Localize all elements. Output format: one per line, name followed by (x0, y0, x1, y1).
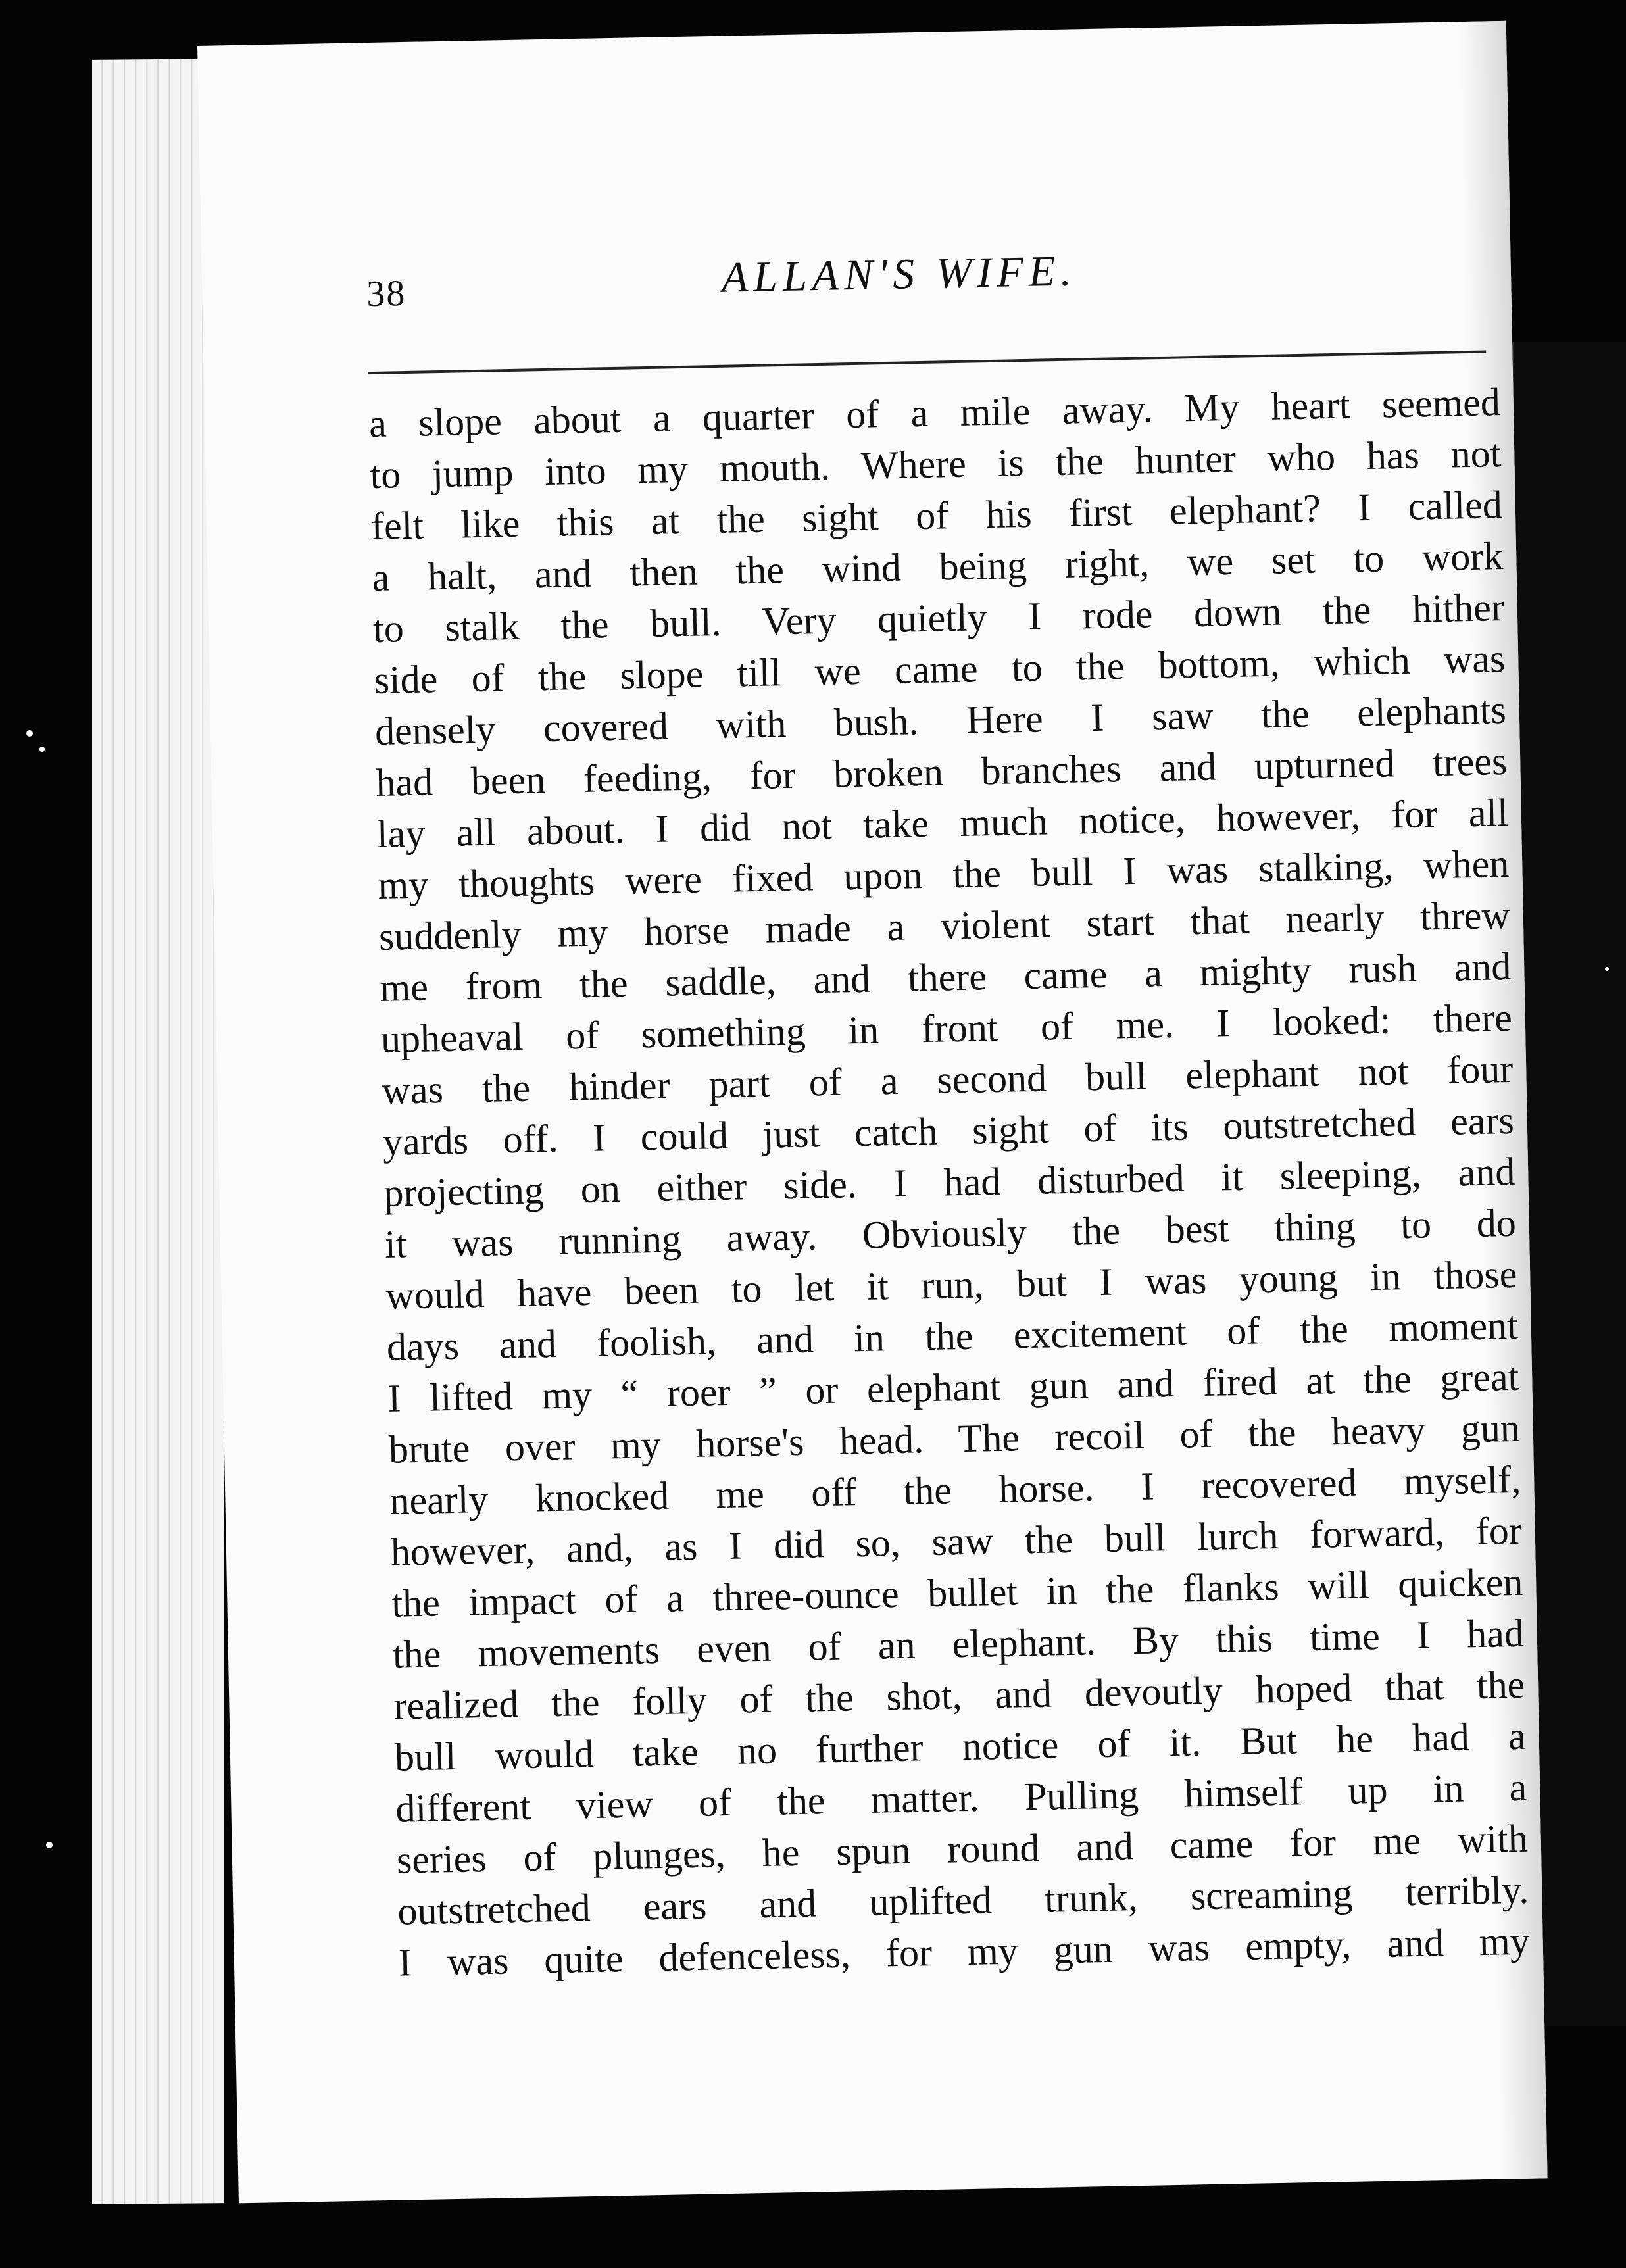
text-line: yards off. I could just catch sight of its outstretched ears (382, 1098, 1515, 1164)
text-line: it was running away. Obviously the best thing to do (384, 1200, 1517, 1266)
body-text (368, 376, 1530, 1988)
text-line: realized the folly of the shot, and devoutly hoped that the (393, 1662, 1525, 1728)
page-number: 38 (366, 272, 406, 315)
text-line: days and foolish, and in the excitement of the moment (386, 1303, 1519, 1369)
dust-speck (26, 730, 33, 737)
text-line: I lifted my “ roer ” or elephant gun and fired at the great (387, 1354, 1519, 1420)
text-line: the movements even of an elephant. By this time I had (392, 1611, 1525, 1677)
text-line: however, and, as I did so, saw the bull lurch forward, for (390, 1508, 1523, 1574)
text-line: lay all about. I did not take much notice, however, for all (376, 790, 1509, 856)
text-line: had been feeding, for broken branches and upturned trees (375, 739, 1508, 804)
page-header (366, 239, 1472, 332)
text-line: felt like this at the sight of his first elephant? I called (370, 483, 1503, 549)
dust-speck (1605, 967, 1609, 971)
text-line: outstretched ears and uplifted trunk, screaming terribly. (397, 1867, 1529, 1933)
dust-speck (46, 1842, 53, 1848)
text-line: a halt, and then the wind being right, we set to work (371, 534, 1504, 600)
text-line: a slope about a quarter of a mile away. My heart seemed (368, 380, 1501, 446)
text-line: bull would take no further notice of it. But he had a (394, 1713, 1527, 1779)
text-line: suddenly my horse made a violent start that nearly threw (378, 893, 1511, 958)
text-line: me from the saddle, and there came a mighty rush and (379, 944, 1512, 1010)
text-line: nearly knocked me off the horse. I recovered myself, (389, 1457, 1521, 1523)
dust-speck (39, 747, 45, 752)
text-line: upheaval of something in front of me. I looked: there (380, 995, 1513, 1061)
text-line: different view of the matter. Pulling himself up in a (395, 1765, 1527, 1831)
book-page (197, 21, 1548, 2204)
text-line: would have been to let it run, but I was young in those (385, 1252, 1517, 1318)
text-line: densely covered with bush. Here I saw the elephants (374, 687, 1507, 754)
text-line: projecting on either side. I had disturbed it sleeping, and (383, 1149, 1515, 1215)
text-line: to jump into my mouth. Where is the hunter who has not (369, 431, 1502, 497)
text-line: brute over my horse's head. The recoil of the heavy gun (388, 1406, 1521, 1471)
text-line: was the hinder part of a second bull elephant not four (381, 1047, 1514, 1112)
text-line: side of the slope till we came to the bottom, which was (373, 637, 1506, 703)
text-line: I was quite defenceless, for my gun was empty, and my (398, 1919, 1531, 1985)
text-line: to stalk the bull. Very quietly I rode down the hither (372, 585, 1505, 651)
text-line: my thoughts were fixed upon the bull I was stalking, when (377, 841, 1510, 907)
header-rule (368, 350, 1487, 374)
text-line: the impact of a three-ounce bullet in the flanks will quicken (391, 1560, 1523, 1625)
text-line: series of plunges, he spun round and came for me with (396, 1816, 1529, 1882)
running-title: ALLAN'S WIFE. (721, 247, 1077, 302)
